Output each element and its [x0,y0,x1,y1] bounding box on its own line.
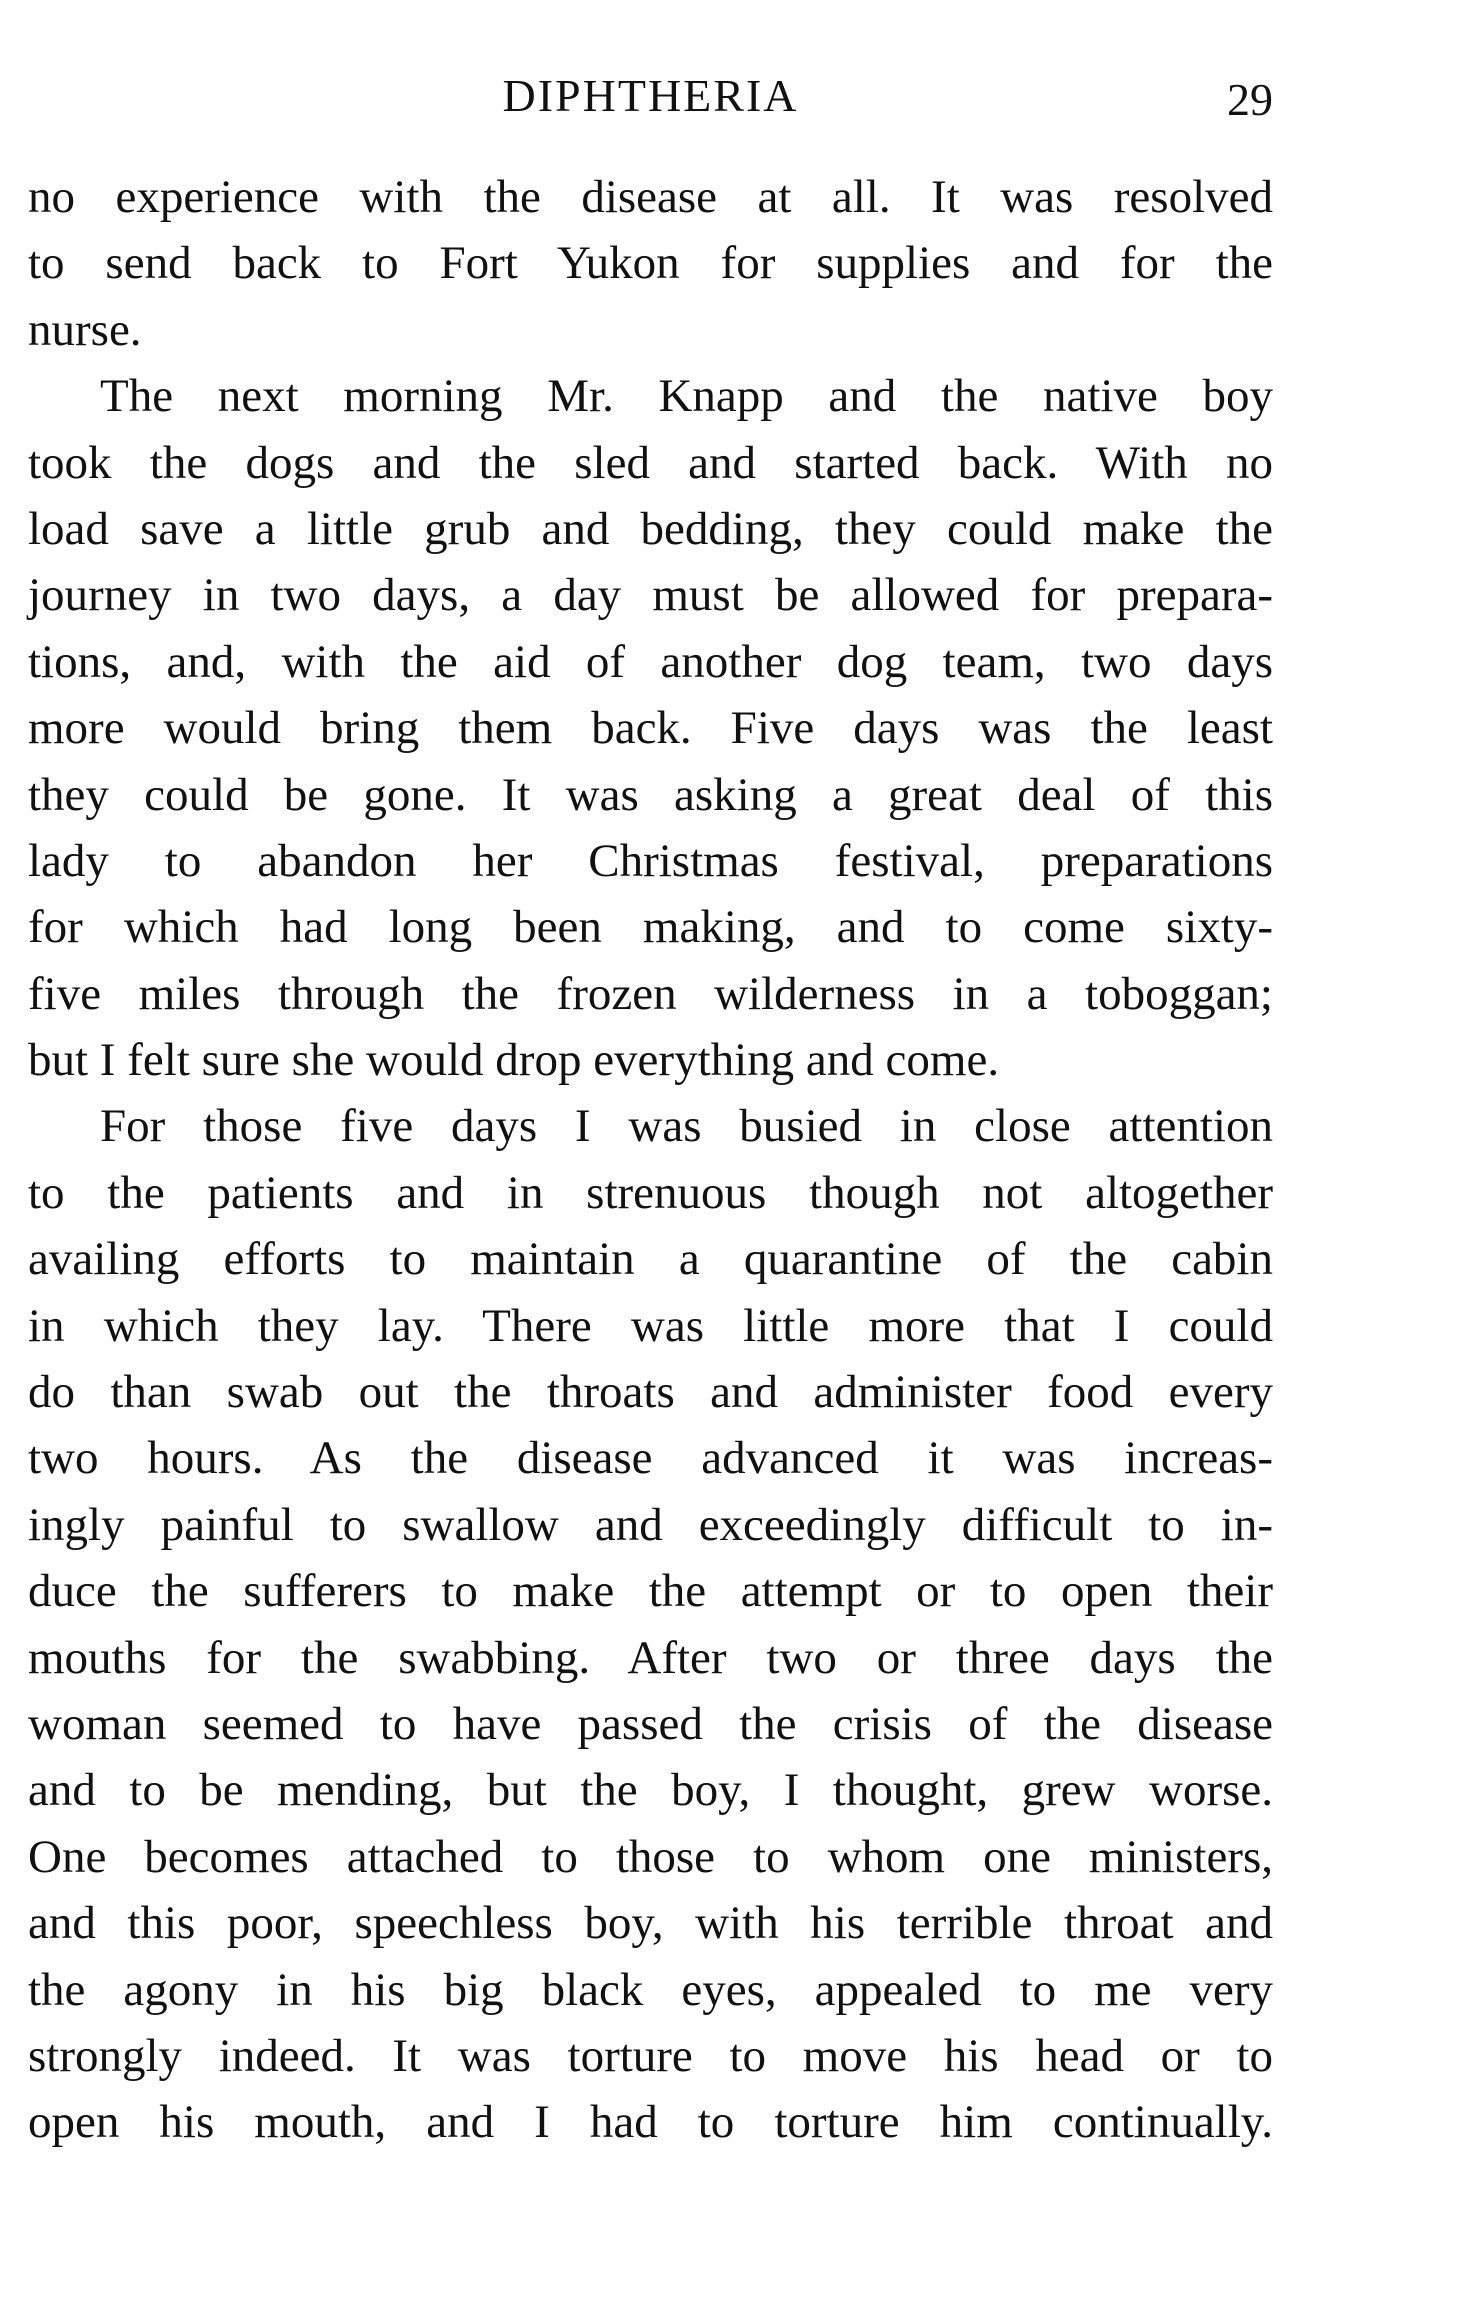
text-line: the agony in his big black eyes, appealed to me very [28,1963,1273,2016]
running-head [28,66,1273,126]
page-number: 29 [1227,74,1273,125]
text-line: and to be mending, but the boy, I thought, grew worse. [28,1764,1273,1817]
text-line: but I felt sure she would drop everything and come. [28,1034,1000,1087]
text-line: five miles through the frozen wilderness in a toboggan; [28,967,1273,1020]
text-line: woman seemed to have passed the crisis of the disease [28,1697,1273,1750]
text-line: do than swab out the throats and administer food every [28,1366,1273,1419]
text-line: duce the sufferers to make the attempt or to open their [28,1565,1273,1618]
text-line: lady to abandon her Christmas festival, preparations [28,834,1273,887]
text-line: load save a little grub and bedding, they could make the [28,502,1273,555]
text-line: nurse. [28,303,142,356]
text-line: more would bring them back. Five days was the least [28,702,1273,755]
text-line: mouths for the swabbing. After two or three days the [28,1631,1273,1684]
text-line: for which had long been making, and to come sixty- [28,901,1273,954]
text-line: to send back to Fort Yukon for supplies and for the [28,237,1273,290]
text-line: two hours. As the disease advanced it was increas- [28,1432,1273,1485]
chapter-title: DIPHTHERIA [502,70,799,121]
text-line: they could be gone. It was asking a great deal of this [28,768,1273,821]
text-line: One becomes attached to those to whom one ministers, [28,1830,1273,1883]
text-line: to the patients and in strenuous though not altogether [28,1166,1273,1219]
text-line: The next morning Mr. Knapp and the native boy [100,370,1273,423]
text-line: in which they lay. There was little more that I could [28,1299,1273,1352]
text-line: no experience with the disease at all. It was resolved [28,171,1273,223]
text-line: and this poor, speechless boy, with his terrible throat and [28,1897,1273,1950]
text-line: journey in two days, a day must be allowed for prepara- [28,569,1273,622]
text-line: tions, and, with the aid of another dog team, two days [28,635,1273,688]
text-line: For those five days I was busied in close attention [100,1100,1273,1153]
text-line: ingly painful to swallow and exceedingly difficult to in- [28,1498,1273,1551]
text-line: strongly indeed. It was torture to move his head or to [28,2029,1273,2082]
text-line: open his mouth, and I had to torture him continually. [28,2096,1273,2149]
text-line: took the dogs and the sled and started back. With no [28,436,1273,489]
text-line: availing efforts to maintain a quarantine of the cabin [28,1233,1273,1286]
body-text [28,164,1273,2156]
